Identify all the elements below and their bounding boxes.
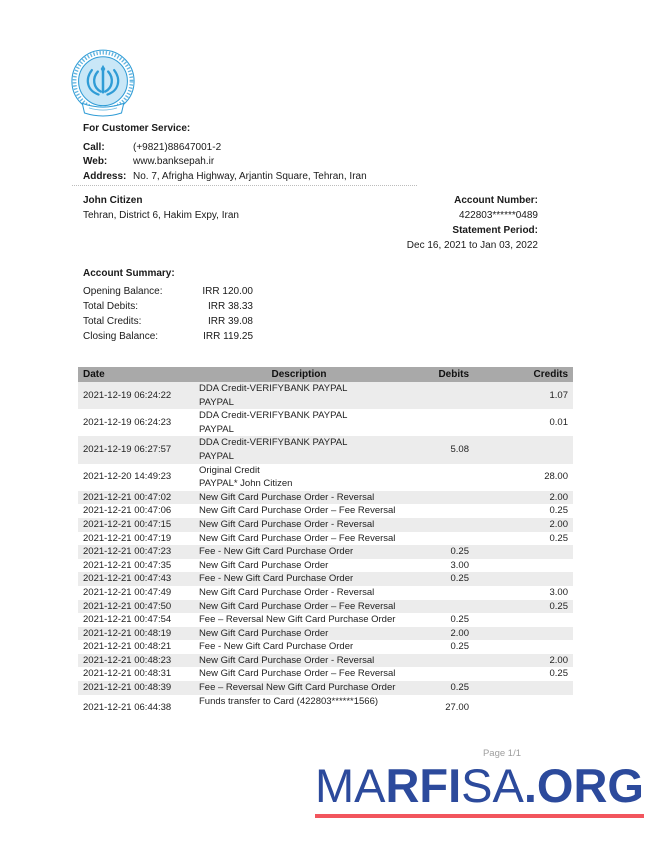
table-row bbox=[78, 409, 573, 436]
cell-description bbox=[194, 654, 404, 668]
table-row bbox=[78, 545, 573, 559]
contact-value: (+9821)88647001-2 bbox=[133, 141, 222, 153]
summary-label: Opening Balance: bbox=[83, 286, 163, 297]
cell-debit: 0.25 bbox=[450, 546, 469, 558]
summary-label: Closing Balance: bbox=[83, 331, 159, 342]
summary-value: IRR 119.25 bbox=[203, 331, 253, 342]
cell-credit bbox=[474, 640, 573, 654]
cell-credit: 2.00 bbox=[549, 654, 568, 666]
column-header-date: Date bbox=[78, 367, 194, 382]
cell-debit: 0.25 bbox=[450, 641, 469, 653]
description-line: Fee – Reversal New Gift Card Purchase Order bbox=[199, 682, 396, 694]
table-row bbox=[78, 627, 573, 641]
customer-service-contacts bbox=[83, 141, 367, 185]
cell-credit: 2.00 bbox=[549, 491, 568, 503]
cell-description bbox=[194, 613, 404, 627]
cell-date: 2021-12-19 06:27:57 bbox=[83, 444, 172, 456]
cell-date: 2021-12-21 06:44:38 bbox=[83, 702, 172, 714]
table-header-row bbox=[78, 367, 573, 382]
cell-debit: 0.25 bbox=[450, 573, 469, 585]
cell-debit bbox=[404, 532, 474, 546]
cell-description bbox=[194, 572, 404, 586]
cell-debit bbox=[404, 504, 474, 518]
account-number-label: Account Number: bbox=[454, 195, 538, 206]
cell-date: 2021-12-21 00:47:15 bbox=[83, 518, 172, 530]
account-summary-block bbox=[83, 266, 253, 344]
cell-description bbox=[194, 545, 404, 559]
cell-credit: 2.00 bbox=[549, 518, 568, 530]
summary-label: Total Debits: bbox=[83, 301, 139, 312]
transactions-table bbox=[78, 367, 573, 722]
cell-date: 2021-12-21 00:47:02 bbox=[83, 491, 172, 503]
cell-description bbox=[194, 586, 404, 600]
cell-debit bbox=[404, 654, 474, 668]
table-row bbox=[78, 504, 573, 518]
table-row bbox=[78, 382, 573, 409]
description-line: Fee - New Gift Card Purchase Order bbox=[199, 641, 354, 653]
account-summary-rows bbox=[83, 284, 253, 344]
column-header-debits: Debits bbox=[404, 367, 474, 382]
cell-credit: 0.25 bbox=[549, 505, 568, 517]
contact-value: www.banksepah.ir bbox=[133, 156, 215, 167]
cell-date: 2021-12-21 00:47:35 bbox=[83, 559, 172, 571]
summary-label: Total Credits: bbox=[83, 316, 142, 327]
cell-description bbox=[194, 667, 404, 681]
table-row bbox=[78, 586, 573, 600]
table-row bbox=[78, 559, 573, 573]
description-line: DDA Credit-VERIFYBANK PAYPAL bbox=[199, 410, 348, 422]
cell-description bbox=[194, 627, 404, 641]
cell-credit: 0.25 bbox=[549, 532, 568, 544]
table-row bbox=[78, 532, 573, 546]
cell-debit: 3.00 bbox=[450, 559, 469, 571]
description-line: New Gift Card Purchase Order - Reversal bbox=[199, 654, 375, 666]
marfisa-logo bbox=[315, 760, 644, 818]
cell-description bbox=[194, 681, 404, 695]
table-row bbox=[78, 667, 573, 681]
cell-debit bbox=[404, 600, 474, 614]
marfisa-logo-text bbox=[315, 760, 644, 812]
cell-debit: 5.08 bbox=[450, 444, 469, 456]
cell-description bbox=[194, 640, 404, 654]
contact-row bbox=[83, 155, 367, 170]
table-row bbox=[78, 654, 573, 668]
table-row bbox=[78, 491, 573, 505]
cell-debit bbox=[404, 586, 474, 600]
cell-description bbox=[194, 382, 404, 409]
description-line: New Gift Card Purchase Order – Fee Reversal bbox=[199, 668, 396, 680]
cell-description bbox=[194, 695, 404, 722]
description-line: New Gift Card Purchase Order bbox=[199, 559, 329, 571]
cell-debit: 0.25 bbox=[450, 682, 469, 694]
column-header-description: Description bbox=[194, 367, 404, 382]
cell-date: 2021-12-21 00:47:54 bbox=[83, 614, 172, 626]
summary-row bbox=[83, 329, 253, 344]
table-row bbox=[78, 681, 573, 695]
cell-debit: 2.00 bbox=[450, 627, 469, 639]
cell-date: 2021-12-19 06:24:23 bbox=[83, 416, 172, 428]
account-holder-address: Tehran, District 6, Hakim Expy, Iran bbox=[83, 210, 239, 221]
cell-credit bbox=[474, 545, 573, 559]
cell-date: 2021-12-21 00:48:39 bbox=[83, 682, 172, 694]
description-line: DDA Credit-VERIFYBANK PAYPAL bbox=[199, 437, 348, 449]
contact-row bbox=[83, 141, 367, 156]
description-line bbox=[199, 708, 399, 722]
description-line: DDA Credit-VERIFYBANK PAYPAL bbox=[199, 383, 348, 394]
statement-period-label: Statement Period: bbox=[452, 225, 538, 236]
table-row bbox=[78, 613, 573, 627]
cell-credit bbox=[474, 695, 573, 722]
description-line: New Gift Card Purchase Order - Reversal bbox=[199, 491, 375, 503]
table-row bbox=[78, 600, 573, 614]
cell-date: 2021-12-21 00:47:49 bbox=[83, 586, 172, 598]
table-row bbox=[78, 518, 573, 532]
contact-value: No. 7, Afrigha Highway, Arjantin Square, Tehran, Iran bbox=[133, 170, 367, 182]
cell-date: 2021-12-21 00:47:06 bbox=[83, 505, 172, 517]
description-line: Original Credit bbox=[199, 464, 260, 476]
contact-label: Call: bbox=[83, 141, 105, 153]
table-row bbox=[78, 572, 573, 586]
cell-credit bbox=[474, 681, 573, 695]
cell-date: 2021-12-20 14:49:23 bbox=[83, 471, 172, 483]
cell-credit bbox=[474, 559, 573, 573]
summary-row bbox=[83, 314, 253, 329]
cell-description bbox=[194, 532, 404, 546]
summary-row bbox=[83, 299, 253, 314]
cell-date: 2021-12-21 00:47:43 bbox=[83, 573, 172, 585]
cell-date: 2021-12-21 00:48:21 bbox=[83, 641, 172, 653]
cell-description bbox=[194, 600, 404, 614]
description-line: New Gift Card Purchase Order – Fee Reversal bbox=[199, 532, 396, 544]
cell-date: 2021-12-19 06:24:22 bbox=[83, 389, 172, 401]
account-number-value: 422803******0489 bbox=[459, 210, 538, 221]
description-line: PAYPAL* John Citizen bbox=[199, 478, 293, 490]
account-holder-name: John Citizen bbox=[83, 195, 143, 206]
description-line: PAYPAL bbox=[199, 450, 234, 462]
summary-row bbox=[83, 284, 253, 299]
account-holder-block bbox=[83, 193, 239, 223]
cell-credit: 0.25 bbox=[549, 600, 568, 612]
summary-value: IRR 39.08 bbox=[207, 316, 253, 327]
cell-debit bbox=[404, 667, 474, 681]
description-line: New Gift Card Purchase Order bbox=[199, 627, 329, 639]
description-line: Fee – Reversal New Gift Card Purchase Order bbox=[199, 614, 396, 626]
customer-service-block bbox=[83, 122, 367, 184]
bank-sepah-logo bbox=[66, 46, 140, 126]
cell-debit: 27.00 bbox=[445, 702, 469, 714]
section-divider bbox=[72, 185, 417, 186]
cell-description bbox=[194, 504, 404, 518]
summary-value: IRR 120.00 bbox=[202, 286, 253, 297]
cell-date: 2021-12-21 00:47:19 bbox=[83, 532, 172, 544]
marfisa-segment: .ORG bbox=[523, 759, 644, 812]
contact-label: Address: bbox=[83, 170, 127, 182]
cell-credit: 0.25 bbox=[549, 668, 568, 680]
description-line: PAYPAL bbox=[199, 423, 234, 435]
cell-credit bbox=[474, 572, 573, 586]
cell-credit: 3.00 bbox=[549, 586, 568, 598]
cell-credit: 0.01 bbox=[549, 416, 568, 428]
table-row bbox=[78, 640, 573, 654]
cell-description bbox=[194, 436, 404, 463]
cell-credit bbox=[474, 436, 573, 463]
cell-credit bbox=[474, 627, 573, 641]
summary-value: IRR 38.33 bbox=[207, 301, 253, 312]
statement-period-value: Dec 16, 2021 to Jan 03, 2022 bbox=[406, 240, 538, 251]
cell-credit bbox=[474, 613, 573, 627]
account-summary-title: Account Summary: bbox=[83, 268, 175, 279]
marfisa-segment: MA bbox=[314, 759, 386, 812]
marfisa-segment: SA bbox=[461, 759, 524, 812]
cell-description bbox=[194, 409, 404, 436]
contact-label: Web: bbox=[83, 156, 108, 167]
description-line: New Gift Card Purchase Order - Reversal bbox=[199, 586, 375, 598]
cell-debit bbox=[404, 518, 474, 532]
cell-description bbox=[194, 464, 404, 491]
cell-debit bbox=[404, 409, 474, 436]
contact-row bbox=[83, 170, 367, 185]
description-line: Funds transfer to Card (422803******1566) bbox=[199, 695, 379, 707]
marfisa-segment: RFI bbox=[385, 759, 462, 812]
cell-date: 2021-12-21 00:48:19 bbox=[83, 627, 172, 639]
cell-date: 2021-12-21 00:47:23 bbox=[83, 546, 172, 558]
cell-date: 2021-12-21 00:48:23 bbox=[83, 654, 172, 666]
cell-description bbox=[194, 559, 404, 573]
table-row bbox=[78, 436, 573, 463]
description-line: New Gift Card Purchase Order - Reversal bbox=[199, 518, 375, 530]
cell-debit bbox=[404, 491, 474, 505]
table-row bbox=[78, 695, 573, 722]
description-line: New Gift Card Purchase Order – Fee Reversal bbox=[199, 505, 396, 517]
description-line: New Gift Card Purchase Order – Fee Reversal bbox=[199, 600, 396, 612]
transactions-body bbox=[78, 382, 573, 722]
cell-credit: 1.07 bbox=[549, 389, 568, 401]
marfisa-underline bbox=[315, 814, 644, 818]
cell-date: 2021-12-21 00:47:50 bbox=[83, 600, 172, 612]
cell-date: 2021-12-21 00:48:31 bbox=[83, 668, 172, 680]
description-line: Fee - New Gift Card Purchase Order bbox=[199, 546, 354, 558]
account-info-block bbox=[407, 193, 538, 253]
table-row bbox=[78, 464, 573, 491]
description-line: PAYPAL bbox=[199, 396, 234, 408]
page-number: Page 1/1 bbox=[482, 748, 521, 759]
cell-credit: 28.00 bbox=[544, 471, 568, 483]
column-header-credits: Credits bbox=[474, 367, 573, 382]
cell-description bbox=[194, 491, 404, 505]
cell-description bbox=[194, 518, 404, 532]
cell-debit bbox=[404, 464, 474, 491]
cell-debit: 0.25 bbox=[450, 614, 469, 626]
customer-service-title: For Customer Service: bbox=[83, 123, 191, 134]
cell-debit bbox=[404, 382, 474, 409]
description-line: Fee - New Gift Card Purchase Order bbox=[199, 573, 354, 585]
